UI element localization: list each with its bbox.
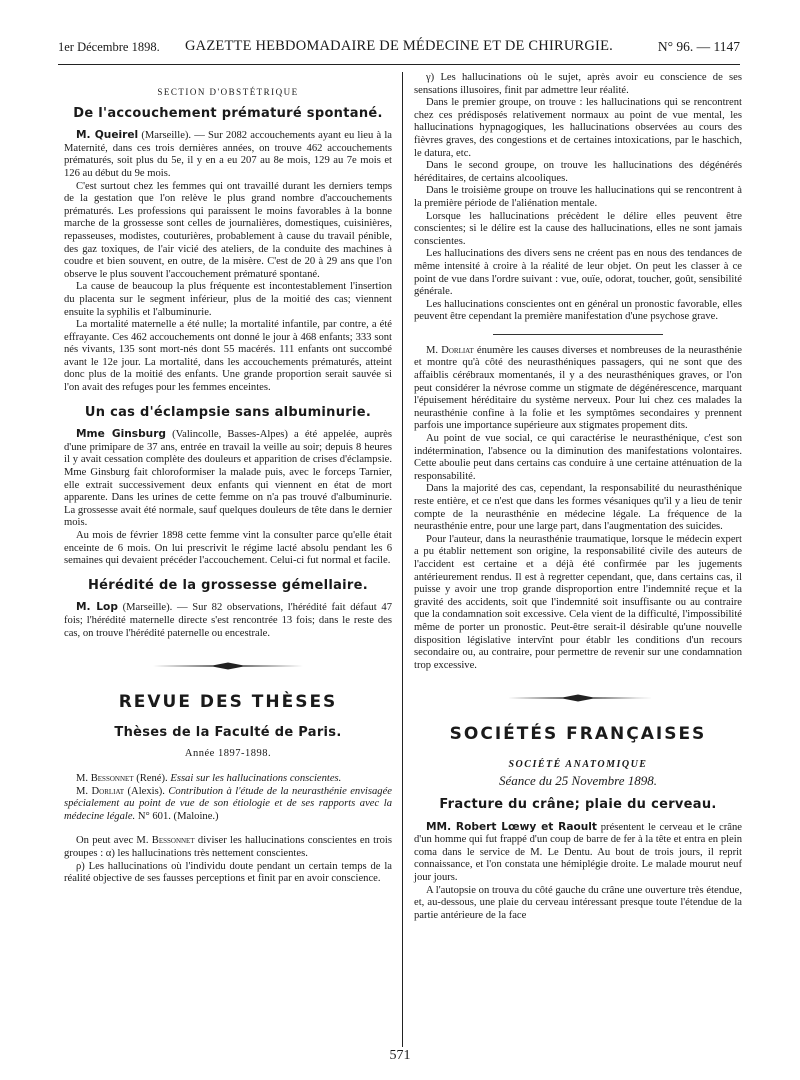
article-title-heredite: Hérédité de la grossesse gémellaire. — [88, 577, 368, 593]
thesis-reference: M. Dorliat (Alexis). Contribution à l'étude de la neurasthénie envisagée spécialement au point de vue de son étiologie et de ses rapports avec la médecine légale. N° 601. (Maloine.) — [64, 785, 392, 822]
society-name: SOCIÉTÉ ANATOMIQUE — [508, 758, 648, 770]
section-title-revue: REVUE DES THÈSES — [118, 692, 338, 713]
article-paragraph: Dans le second groupe, on trouve les hallucinations des dégénérés héréditaires, de certains alcooliques. — [414, 160, 742, 184]
page-number: 571 — [389, 1048, 411, 1063]
article-paragraph: A l'autopsie on trouva du côté gauche du crâne une ouverture très étendue, et, au-dessous, une plaie du cerveau intéressant presque toute l'étendue de la partie antérieure de la face — [414, 884, 742, 921]
header-issue: N° 96. — 1147 — [657, 39, 740, 54]
article-paragraph: Les hallucinations des divers sens ne créent pas en nous des tendances de même intensité à croire à la réalité de leur objet. On peut les classer à ce point de vue dans l'ordre suivant : vue, ouïe, odorat, toucher, goût, sensibilité générale. — [414, 248, 742, 298]
author-name: M. Queirel — [76, 129, 139, 142]
session-date: Séance du 25 Novembre 1898. — [498, 772, 657, 788]
thesis-reference: M. Bessonnet (René). Essai sur les hallucinations conscientes. — [76, 772, 342, 784]
article-paragraph: Lorsque les hallucinations précèdent le délire elles peuvent être conscientes; si le délire est la cause des hallucinations, elles ne sont jamais conscientes. — [414, 210, 742, 247]
article-paragraph: Dans le premier groupe, on trouve : les hallucinations qui se rencontrent chez ces prédisposés relativement normaux au point de vue mental, les hallucinations hypnagogiques, les hallucinations observées au cours des fièvres graves, des congestions et de certaines intoxications, par le haschich, le datura, etc. — [414, 97, 742, 159]
separator-rule — [493, 334, 663, 335]
article-paragraph: Les hallucinations conscientes ont en général un pronostic favorable, elles peuvent être cependant la première manifestation d'une psychose grave. — [414, 298, 742, 323]
article-paragraph: M. Lop (Marseille). — Sur 82 observations, l'hérédité fait défaut 47 fois; l'hérédité maternelle directe s'est rencontrée 13 fois; dans le reste des cas, on trouve l'hérédité paternelle ou encestrale. — [64, 601, 392, 639]
left-column — [64, 72, 392, 886]
article-paragraph: MM. Robert Lœwy et Raoult présentent le cerveau et le crâne d'un homme qui fut frappé d'un coup de barre de fer à la tête et entra en plein coma dans le service de M. Le Dentu. Au bout de trois jours, il reprit connaissance, et l'on constata une hémiplégie droite. Le malade mourut neuf jour jours. — [414, 820, 742, 884]
article-paragraph: La cause de beaucoup la plus fréquente est incontestablement l'insertion du placenta sur le segment inférieur, plus de la moitié des cas; viennent ensuite la syphilis et l'albuminurie. — [64, 281, 392, 318]
article-paragraph: C'est surtout chez les femmes qui ont travaillé durant les derniers temps de la gestation que l'on relève le plus grand nombre d'accouchements prématurés. Les professions qui paraissent le moins favorables à la bonne marche de la grossesse sont celles de journalières, domestiques, cuisinières, repasseuses, modistes, couturières, probablement à cause du travail pénible, des gaz toxiques, de l'air vicié des ateliers, de la conduite des machines à coudre et bien souvent, en outre, de la misère. C'est de 20 à 29 ans que l'on observe le plus souvent l'accouchement prématuré spontané. — [64, 180, 392, 280]
right-column — [414, 72, 742, 922]
article-title-eclampsie: Un cas d'éclampsie sans albuminurie. — [84, 404, 372, 420]
article-paragraph: M. Dorliat énumère les causes diverses et nombreuses de la neurasthénie et montre qu'à côté des neurasthéniques passagers, qui ne sont que des affaiblis cérébraux momentanés, il y a des neurasthéniques graves, or l'on peut considérer la névrose comme un stigmate de dégénérescence, marquant l'épuisement héréditaire du système nerveux. Pour lui chez ces malades la neurasthénie confine à la folie et les symptômes secondaires y prennent parfois une importance supérieure aux stigmates propement dits. — [414, 344, 742, 432]
article-paragraph: La mortalité maternelle a été nulle; la mortalité infantile, par contre, a été effrayante. Ces 462 accouchements ont donné le jour à 468 enfants; 333 sont nés vivants, 135 sont mort-nés dont 55 macérés. 111 enfants ont succombé avant le 12e jour. La mortalité, dans les accouchements prématurés, atteint donc plus de la moitié des enfants. Une grande proportion serait sauvée si l'on avait des refuges pour les femmes enceintes. — [64, 319, 392, 394]
article-paragraph: Au point de vue social, ce qui caractérise le neurasthénique, c'est son indétermination, l'absence ou la diminution des manifestations volontaires. Cette aboulie peut dans certains cas conduire à une certaine atténuation de la responsabilité. — [414, 433, 742, 482]
author-name: M. Lop — [76, 601, 118, 614]
article-paragraph: Dans la majorité des cas, cependant, la responsabilité du neurasthénique reste entière, et ce n'est que dans les formes vésaniques qu'il y a lieu de tenir compte de la neurasthénie en médecine légale. La fréquence de la neurasthénie entre, pour une large part, dans l'augmentation des suicides. — [414, 483, 742, 533]
article-paragraph: M. Queirel (Marseille). — Sur 2082 accouchements ayant eu lieu à la Maternité, dans ces trois dernières années, on trouve 462 accouchements prématurés, soit plus du 5e, il y en a eu 207 au 8e mois, 129 au 7e mois et 126 au début du 9e mois. — [64, 129, 392, 179]
article-paragraph: ρ) Les hallucinations où l'individu doute pendant un certain temps de la réalité objective de ses fausses perceptions et finit par en avoir conscience. — [64, 860, 392, 885]
header-rule — [58, 64, 740, 65]
article-paragraph: Au mois de février 1898 cette femme vint la consulter parce qu'elle était enceinte de 6 mois. On lui prescrivit le régime lacté absolu pendant les 6 semaines qui devaient précéder l'accouchement. Celui-ci fut normal et facile. — [64, 530, 392, 567]
revue-year: Année 1897-1898. — [184, 748, 272, 760]
author-name: MM. Robert Lœwy et Raoult — [426, 820, 597, 833]
header-date: 1er Décembre 1898. — [58, 40, 160, 54]
section-title-societes: SOCIÉTÉS FRANÇAISES — [449, 724, 707, 745]
revue-subtitle: Thèses de la Faculté de Paris. — [114, 724, 342, 740]
article-paragraph: On peut avec M. Bessonnet diviser les hallucinations conscientes en trois groupes : α) les hallucinations très nettement conscientes. — [64, 835, 392, 859]
column-divider — [402, 72, 403, 1047]
header-title: GAZETTE HEBDOMADAIRE DE MÉDECINE ET DE CHIRURGIE. — [185, 38, 613, 54]
page-header — [58, 38, 740, 60]
article-paragraph: Dans le troisième groupe on trouve les hallucinations qui se rencontrent à la première période de l'aliénation mentale. — [414, 185, 742, 209]
article-paragraph: γ) Les hallucinations où le sujet, après avoir eu conscience de ses sensations illusoires, finit par admettre leur réalité. — [414, 72, 742, 96]
author-name: Mme Ginsburg — [76, 428, 167, 441]
ornament-divider — [153, 662, 303, 670]
article-title-premature: De l'accouchement prématuré spontané. — [73, 105, 383, 121]
section-label: SECTION D'OBSTÉTRIQUE — [157, 87, 299, 97]
article-title-fracture: Fracture du crâne; plaie du cerveau. — [439, 797, 717, 813]
article-paragraph: Mme Ginsburg (Valincolle, Basses-Alpes) a été appelée, auprès d'une primipare de 37 ans, entrée en travail la veille au soir; depuis 8 heures il y avait cessation complète des douleurs et apparition de crises d'éclampsie. Mme Ginsburg fait chloroformiser la malade puis, avec le forceps Tarnier, elle extrait successivement deux enfants qui viennent en état de mort apparente. Dans les urines de cette femme on n'a pas trouvé d'albuminurie. La grossesse avait été normale, sauf quelques douleurs de tête dans le dernier mois. — [64, 428, 392, 529]
ornament-divider — [503, 694, 653, 702]
article-paragraph: Pour l'auteur, dans la neurasthénie traumatique, lorsque le médecin expert a pu établir nettement son origine, la responsabilité civile des auteurs de l'accident est certaine et a déjà été confirmée par les jugements antérieurement rendus. Il est à regretter cependant, que, dans certains cas, il puisse y avoir une trop grande disproportion entre l'indemnité reçue et la gravité des accidents, soit que l'indemnité soit insuffisante ou au contraire que la condamnation soit excessive. Cela vient de la difficulté, l'impossibilité même de porter un pronostic. Peut-être serait-il désirable qu'une nouvelle disposition législative intervînt pour établr les conditions d'un recours secondaire ou, au contraire, pour permettre de revenir sur une condamnation trop excessive. — [414, 533, 742, 671]
